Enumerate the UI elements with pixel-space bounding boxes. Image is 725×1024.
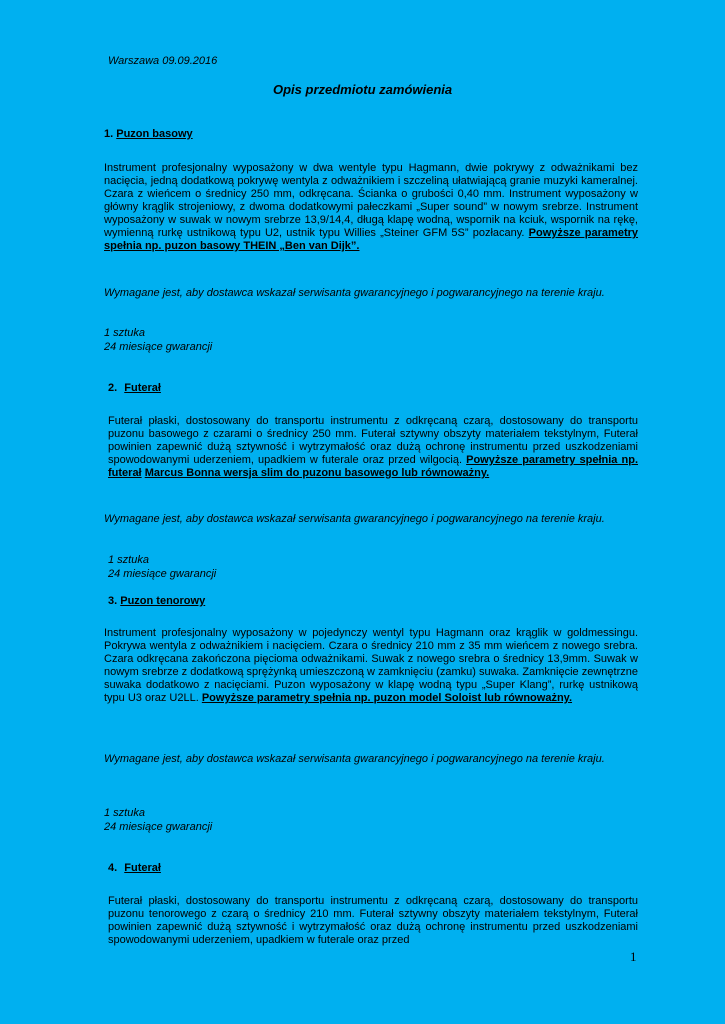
section-3-description [104,627,638,705]
section-number: 3. [108,595,118,607]
section-title: Puzon basowy [116,128,193,140]
section-3-requirement: Wymagane jest, aby dostawca wskazał serwisanta gwarancyjnego i pogwarancyjnego na terenie kraju. [104,753,605,765]
section-number: 4. [108,862,118,874]
description-text: Instrument profesjonalny wyposażony w pojedynczy wentyl typu Hagmann oraz krąglik w goldmessingu. Pokrywa wentyla z odważnikiem i nacięciem. Czara o średnicy 210 mm z 35 mm wieńcem z nowego srebra. Czara odkręcana zakończona pięcioma odważnikami. Suwak z nowego srebra o średnicy 13,9mm. Suwak w nowym srebrze z dodatkową sprężynką umieszczoną w zamknięciu (zamku) suwaka. Zamknięcie zewnętrzne suwaka dodatkowo z nacięciami. Puzon wyposażony w klapę wodną typu „Super Klang”, rurkę ustnikową typu U3 oraz U2LL. [104,627,638,704]
section-1-heading [104,128,193,141]
section-2-description [108,415,638,480]
section-number: 2. [108,382,118,394]
description-text: Instrument profesjonalny wyposażony w dwa wentyle typu Hagmann, dwie pokrywy z odważnikami bez nacięcia, jedną dodatkową pokrywę wentyla z odważnikiem i szczeliną ułatwiającą granie muzyki kameralnej. Czara z wieńcem o średnicy 250 mm, odkręcana. Ścianka o grubości 0,40 mm. Instrument wyposażony w główny krąglik strojeniowy, z dwoma dodatkowymi pałeczkami „Super sound” w nowym srebrze. Instrument wyposażony w suwak w nowym srebrze 13,9/14,4, długą klapę wodną, wspornik na kciuk, wspornik na rękę, wymienną rurkę ustnikową typu U2, ustnik typu Willies „Steiner GFM 5S” pozłacany. [104,162,638,239]
params-text: Powyższe parametry spełnia np. puzon basowy THEIN „Ben van Dijk”. [104,227,639,252]
section-2-quantity: 1 sztuka [108,554,149,566]
section-3-warranty: 24 miesiące gwarancji [104,821,213,833]
section-title: Futerał [124,862,161,874]
section-3-quantity: 1 sztuka [104,807,145,819]
page-title: Opis przedmiotu zamówienia [273,82,453,97]
section-1-quantity: 1 sztuka [104,327,145,339]
section-3-heading [108,595,205,608]
section-1-description [104,162,638,253]
section-2-warranty: 24 miesiące gwarancji [108,568,217,580]
section-4-heading [108,862,161,875]
description-text: Futerał płaski, dostosowany do transportu instrumentu z odkręcaną czarą, dostosowany do transportu puzonu basowego z czarami o średnicy 250 mm. Futerał sztywny obszyty materiałem tekstylnym, Futerał powinien zapewnić dużą sztywność i wytrzymałość oraz dużą ochronę instrumentu przed uszkodzeniami spowodowanymi uderzeniem, upadkiem w futerale oraz przed wilgocią. [108,415,638,466]
section-title: Puzon tenorowy [120,595,206,607]
params-model-text: Marcus Bonna wersja slim do puzonu basowego lub równoważny. [144,467,490,479]
section-2-requirement: Wymagane jest, aby dostawca wskazał serwisanta gwarancyjnego i pogwarancyjnego na terenie kraju. [104,513,605,525]
date-line: Warszawa 09.09.2016 [108,55,218,67]
section-2-heading [108,382,161,395]
section-1-warranty: 24 miesiące gwarancji [104,341,213,353]
section-1-requirement: Wymagane jest, aby dostawca wskazał serwisanta gwarancyjnego i pogwarancyjnego na terenie kraju. [104,287,605,299]
params-text: Powyższe parametry spełnia np. puzon model Soloist lub równoważny. [201,692,573,704]
section-4-description: Futerał płaski, dostosowany do transportu instrumentu z odkręcaną czarą, dostosowany do transportu puzonu tenorowego z czarą o średnicy 210 mm. Futerał sztywny obszyty materiałem tekstylnym, Futerał powinien zapewnić dużą sztywność i wytrzymałość oraz dużą ochronę instrumentu przed uszkodzeniami spowodowanymi uderzeniem, upadkiem w futerale oraz przed [108,895,638,946]
section-title: Futerał [124,382,161,394]
section-number: 1. [104,128,114,140]
params-text: Powyższe parametry spełnia np. futerał [108,454,638,479]
page-number: 1 [630,949,637,964]
